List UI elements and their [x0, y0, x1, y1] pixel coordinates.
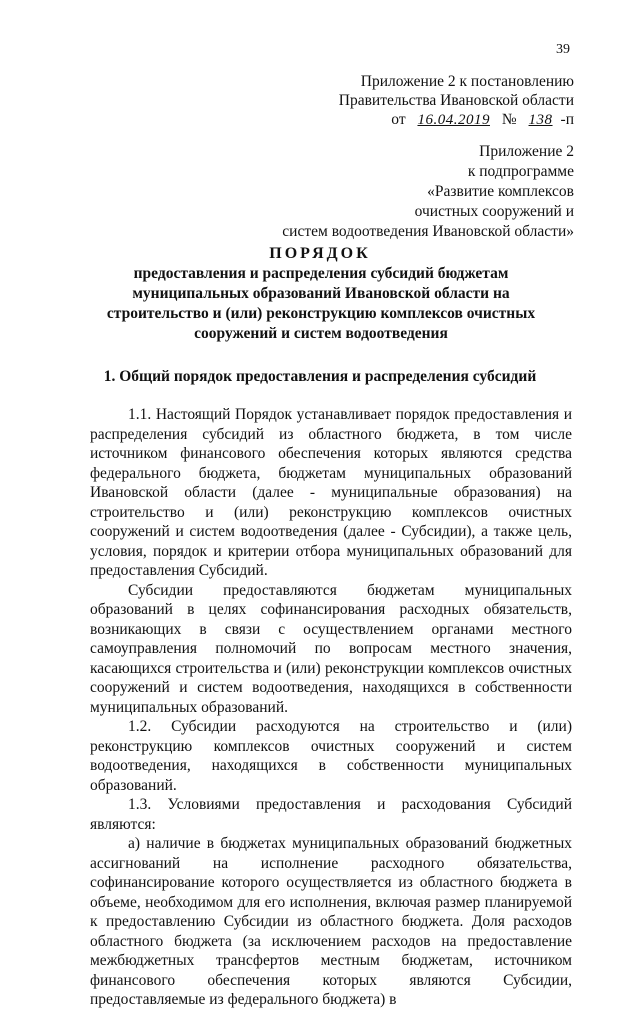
document-subtitle: предоставления и распределения субсидий бюджетам муниципальных образований Ивановской области на строительство и (или) реконструкцию комплексов очистных сооружений и систем водоотведения [106, 265, 536, 342]
paragraph: 1.3. Условиями предоставления и расходования Субсидий являются: [90, 796, 572, 833]
appendix-line: к подпрограмме [467, 163, 574, 180]
paragraph: Субсидии предоставляются бюджетам муниципальных образований в целях софинансирования расходных обязательств, возникающих в связи с осуществлением органами местного самоуправления полномочий по вопросам местного значения, касающихся строительства и (или) реконструкции комплексов очистных сооружений и систем водоотведения, находящихся в собственности муниципальных образований. [90, 581, 572, 716]
appendix-line: Приложение 2 к постановлению [360, 73, 574, 90]
document-title: ПОРЯДОК [269, 245, 371, 262]
page-number: 39 [556, 42, 570, 57]
subprogram-appendix [282, 142, 574, 242]
from-prefix: от [391, 111, 406, 128]
appendix-line: «Развитие комплексов [427, 183, 574, 200]
appendix-line: очистных сооружений и [414, 203, 574, 220]
paragraph: 1.1. Настоящий Порядок устанавливает порядок предоставления и распределения субсидий из областного бюджета, в том числе источником финансового обеспечения которых являются средства федерального бюджета, бюджетам муниципальных образований Ивановской области (далее - муниципальные образования) на строительство и (или) реконструкцию комплексов очистных сооружений и систем водоотведения (далее - Субсидии), а также цель, условия, порядок и критерии отбора муниципальных образований для предоставления Субсидий. [90, 406, 572, 579]
section-heading: 1. Общий порядок предоставления и распределения субсидий [103, 368, 537, 385]
appendix-line: Приложение 2 [479, 143, 574, 160]
appendix-line: Правительства Ивановской области [338, 92, 574, 109]
paragraph: а) наличие в бюджетах муниципальных образований бюджетных ассигнований на исполнение расходного обязательства, софинансирование которого осуществляется из областного бюджета в объеме, необходимом для его исполнения, включая размер планируемой к предоставлению Субсидии из областного бюджета. Доля расходов областного бюджета (за исключением расходов на предоставление межбюджетных трансфертов местным бюджетам, источником финансового обеспечения которых являются Субсидии, предоставляемые из федерального бюджета) в [90, 835, 572, 1008]
paragraph: 1.2. Субсидии расходуются на строительство и (или) реконструкцию комплексов очистных сооружений и систем водоотведения, находящихся в собственности муниципальных образований. [90, 718, 572, 794]
number-sign: № [501, 111, 517, 128]
appendix-header [339, 72, 574, 130]
number-suffix: -п [560, 111, 574, 128]
appendix-date-line [339, 110, 574, 130]
handwritten-number: 138 [528, 112, 553, 128]
appendix-line: систем водоотведения Ивановской области» [282, 223, 574, 240]
handwritten-date: 16.04.2019 [417, 112, 490, 128]
document-body [90, 405, 572, 1010]
